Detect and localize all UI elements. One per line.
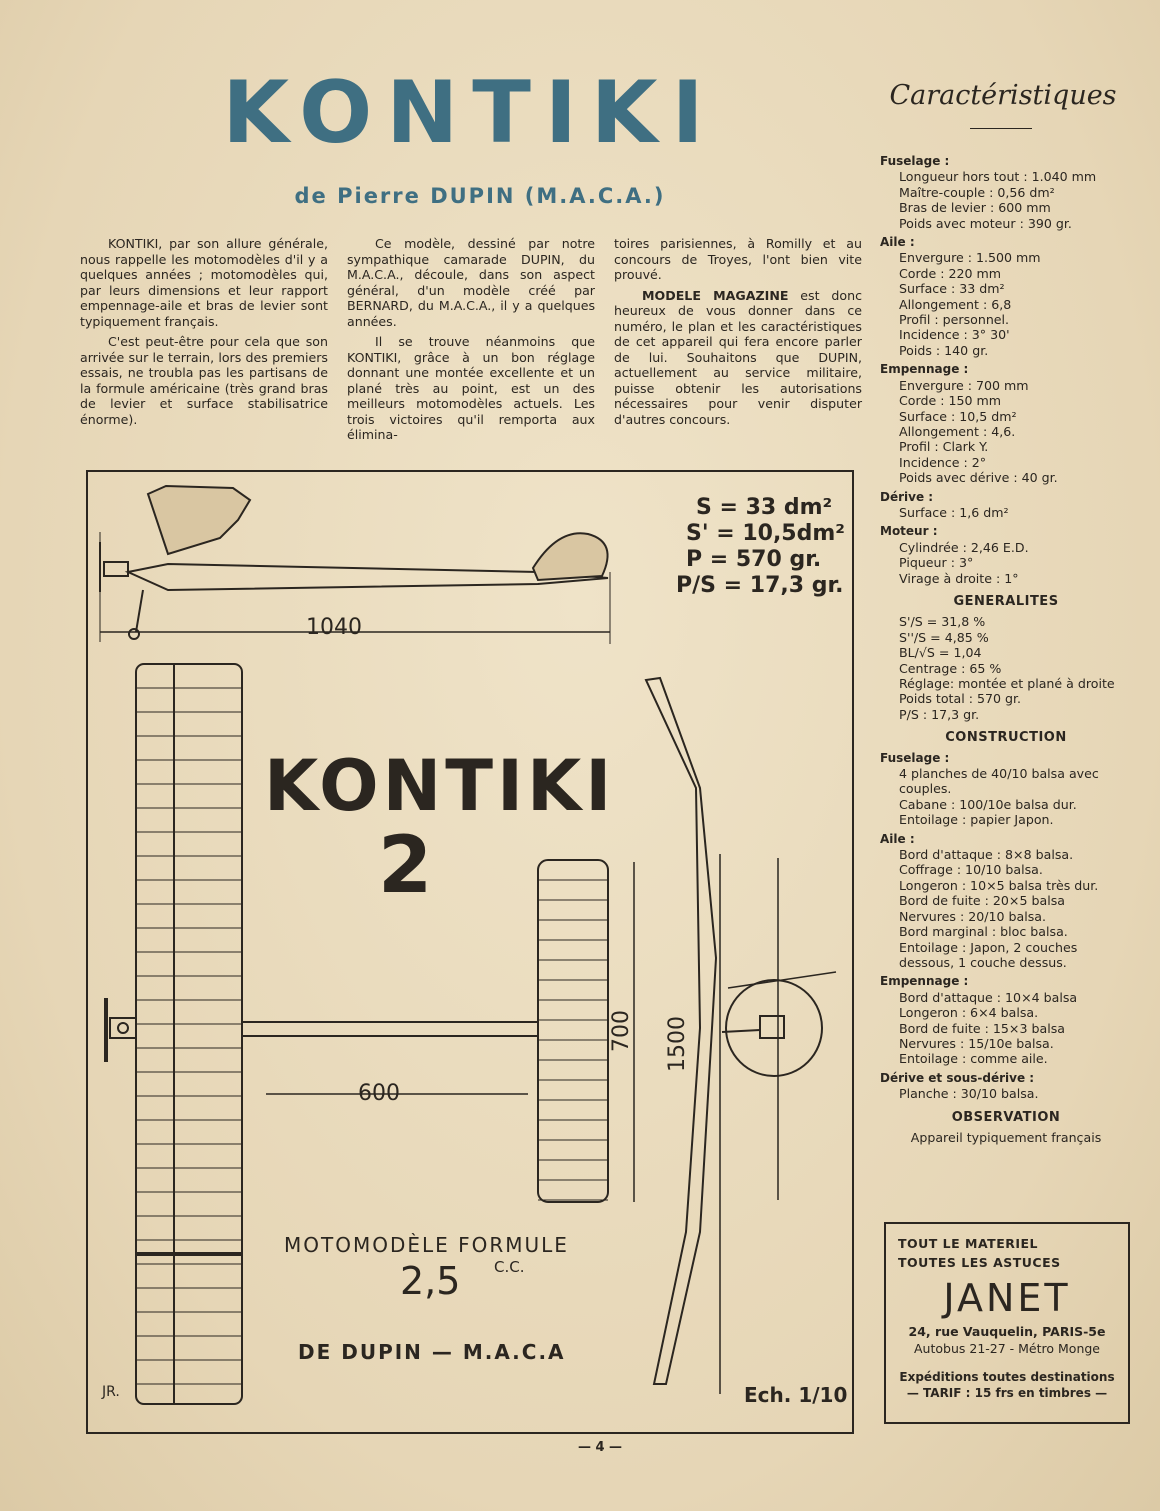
ad-transport: Autobus 21-27 - Métro Monge	[914, 1341, 1100, 1356]
paragraph-text: est donc heureux de vous donner dans ce numéro, le plan et les caractéristiques de cet appareil qui fera encore parler de lui. Souhaitons que DUPIN, actuellement au service militaire, puisse obtenir les autorisations nécessaires pour venir disputer d'autres concours.	[614, 287, 862, 427]
spec-item: 4 planches de 40/10 balsa avec couples.	[899, 766, 1099, 797]
dim-tail-label: 700	[609, 1010, 634, 1052]
spec-item: Bord d'attaque : 10×4 balsa	[899, 989, 1078, 1005]
dim-arm-label: 600	[358, 1081, 400, 1106]
wing-outline	[136, 664, 242, 1404]
article-column-3	[614, 236, 862, 432]
dim-length-label: 1040	[306, 615, 362, 640]
divider	[970, 128, 1032, 129]
engine-side	[104, 562, 128, 576]
spec-item: Profil : Clark Y.	[899, 439, 989, 455]
paragraph: toires parisiennes, à Romilly et au concours de Troyes, l'ont bien vite prouvé.	[614, 236, 862, 282]
spec-item: Profil : personnel.	[899, 312, 1010, 328]
spec-item: Nervures : 15/10e balsa.	[899, 1035, 1054, 1051]
formula-label: MOTOMODÈLE FORMULE	[284, 1233, 569, 1257]
stab-outline	[538, 860, 608, 1202]
spec-item: Réglage: montée et plané à droite	[899, 676, 1115, 691]
article-column-1	[80, 236, 328, 432]
spec-item: Allongement : 4,6.	[899, 423, 1016, 439]
plan-drawing	[86, 470, 854, 1434]
specs-list	[880, 150, 1132, 1145]
spec-item: Poids : 140 gr.	[899, 342, 989, 358]
paragraph: Ce modèle, dessiné par notre sympathique camarade DUPIN, du M.A.C.A., découle, dans son aspect général, d'un modèle créé par BERNARD, du M.A.C.A., il y a quelques années.	[347, 236, 595, 329]
designer-label: DE DUPIN — M.A.C.A	[298, 1340, 566, 1364]
spec-item: Cabane : 100/10e balsa dur.	[899, 796, 1077, 812]
article-subtitle: de Pierre DUPIN (M.A.C.A.)	[294, 184, 666, 208]
spec-item: Incidence : 2°	[899, 454, 987, 470]
page-number: — 4 —	[577, 1440, 623, 1455]
article-title: KONTIKI	[222, 63, 718, 163]
tail-surface-label: S' = 10,5dm²	[686, 521, 845, 546]
spec-item: Piqueur : 3°	[899, 555, 974, 571]
prop-disc	[726, 980, 822, 1076]
spec-item: P/S : 17,3 gr.	[899, 706, 980, 722]
ad-line-2: TOUTES LES ASTUCES	[898, 1255, 1061, 1270]
spec-item: Corde : 150 mm	[899, 393, 1002, 409]
plan-name: KONTIKI	[264, 745, 616, 827]
scale-label: Ech. 1/10	[744, 1383, 848, 1407]
spec-item: Bord d'attaque : 8×8 balsa.	[899, 847, 1074, 863]
section-heading: GENERALITES	[953, 593, 1059, 609]
wheel	[129, 629, 139, 639]
janet-ad	[884, 1222, 1130, 1424]
spec-item: Centrage : 65 %	[899, 660, 1002, 676]
ad-address: 24, rue Vauquelin, PARIS-5e	[908, 1324, 1106, 1339]
front-fuselage	[722, 1030, 760, 1032]
section-heading: CONSTRUCTION	[945, 730, 1067, 746]
ad-brand: JANET	[943, 1276, 1071, 1320]
paragraph	[614, 288, 862, 428]
load-label: P/S = 17,3 gr.	[676, 573, 844, 598]
initials-label: JR.	[102, 1384, 120, 1400]
spec-item: Poids avec moteur : 390 gr.	[899, 215, 1072, 231]
ad-shipping: Expéditions toutes destinations	[899, 1370, 1115, 1384]
spec-item: Incidence : 3° 30'	[899, 327, 1010, 343]
spec-item: BL/√S = 1,04	[899, 645, 982, 661]
spinner	[118, 1023, 128, 1033]
spec-item: S''/S = 4,85 %	[899, 629, 989, 645]
spec-item: S'/S = 31,8 %	[899, 614, 986, 630]
ad-tariff: — TARIF : 15 frs en timbres —	[906, 1386, 1108, 1400]
spec-item: Longueur hors tout : 1.040 mm	[899, 169, 1097, 185]
paragraph: KONTIKI, par son allure générale, nous rappelle les motomodèles d'il y a quelques années ; motomodèles qui, par leurs dimensions et leur rapport empennage-aile et bras de levier sont typiquement français.	[80, 236, 328, 329]
spec-item: Surface : 33 dm²	[899, 281, 1005, 297]
landing-gear	[136, 590, 143, 632]
section-heading: Aile :	[880, 831, 915, 846]
section-heading: Aile :	[880, 235, 915, 250]
section-heading: OBSERVATION	[951, 1109, 1061, 1125]
observation-text: Appareil typiquement français	[910, 1129, 1102, 1145]
spec-item: Entoilage : papier Japon.	[899, 812, 1054, 828]
spec-item: Envergure : 700 mm	[899, 377, 1029, 393]
article-column-2	[347, 236, 595, 448]
section-heading: Fuselage :	[880, 154, 950, 168]
spec-item: Longeron : 6×4 balsa.	[899, 1005, 1039, 1021]
spec-item: Allongement : 6,8	[899, 296, 1012, 312]
spec-item: Surface : 10,5 dm²	[899, 408, 1017, 424]
section-heading: Empennage :	[880, 362, 969, 377]
spec-item: Coffrage : 10/10 balsa.	[899, 862, 1043, 878]
plan-weights	[676, 495, 845, 598]
cabane	[148, 486, 250, 554]
spec-item: Surface : 1,6 dm²	[899, 504, 1009, 520]
front-engine	[760, 1016, 784, 1038]
section-heading: Dérive et sous-dérive :	[880, 1070, 1035, 1085]
section-heading: Moteur :	[880, 524, 938, 539]
engine-top	[110, 1018, 136, 1038]
spec-item: Bord de fuite : 20×5 balsa	[899, 893, 1065, 909]
spec-item: Envergure : 1.500 mm	[899, 250, 1041, 266]
spec-item: Virage à droite : 1°	[899, 570, 1019, 586]
spec-item: Entoilage : comme aile.	[899, 1051, 1048, 1067]
surface-label: S = 33 dm²	[696, 495, 833, 520]
spec-item: Bord marginal : bloc balsa.	[899, 924, 1068, 940]
fuselage-top	[242, 1022, 538, 1036]
spec-item: Bras de levier : 600 mm	[899, 200, 1051, 216]
spec-item: Bord de fuite : 15×3 balsa	[899, 1020, 1065, 1036]
formula-value: 2,5	[400, 1259, 461, 1303]
section-heading: Empennage :	[880, 974, 969, 989]
tail-side	[533, 533, 608, 580]
spec-item: Corde : 220 mm	[899, 265, 1002, 281]
magazine-name: MODELE MAGAZINE	[642, 287, 789, 303]
formula-unit: C.C.	[494, 1258, 525, 1276]
spec-item: Poids avec dérive : 40 gr.	[899, 470, 1058, 486]
spec-item: Longeron : 10×5 balsa très dur.	[899, 877, 1099, 893]
spec-item: Cylindrée : 2,46 E.D.	[899, 539, 1029, 555]
spec-item: Planche : 30/10 balsa.	[899, 1086, 1039, 1102]
plan-number: 2	[378, 821, 433, 911]
paragraph: C'est peut-être pour cela que son arrivée sur le terrain, lors des premiers essais, ne troubla pas les partisans de la formule américaine (très grand bras de levier et surface stabilisatrice énorme).	[80, 334, 328, 427]
specs-title: Caractéristiques	[889, 80, 1117, 111]
ad-line-1: TOUT LE MATERIEL	[898, 1236, 1039, 1251]
weight-label: P = 570 gr.	[686, 547, 822, 572]
section-heading: Fuselage :	[880, 750, 950, 765]
spec-item: Maître-couple : 0,56 dm²	[899, 184, 1055, 200]
front-stab	[728, 972, 836, 988]
spec-item: Nervures : 20/10 balsa.	[899, 908, 1047, 924]
spec-item: Entoilage : Japon, 2 couches dessous, 1 couche dessus.	[899, 939, 1078, 970]
spec-item: Poids total : 570 gr.	[899, 691, 1022, 707]
dim-span-label: 1500	[665, 1016, 690, 1072]
plan-svg	[88, 472, 852, 1432]
section-heading: Dérive :	[880, 489, 934, 504]
paragraph: Il se trouve néanmoins que KONTIKI, grâce à un bon réglage donnant une montée excellente et un plané très au point, est un des meilleurs motomodèles actuels. Les trois victoires qu'il remporta aux élimina-	[347, 334, 595, 442]
wing-ribs	[136, 688, 242, 1384]
stab-ribs	[538, 880, 608, 1200]
